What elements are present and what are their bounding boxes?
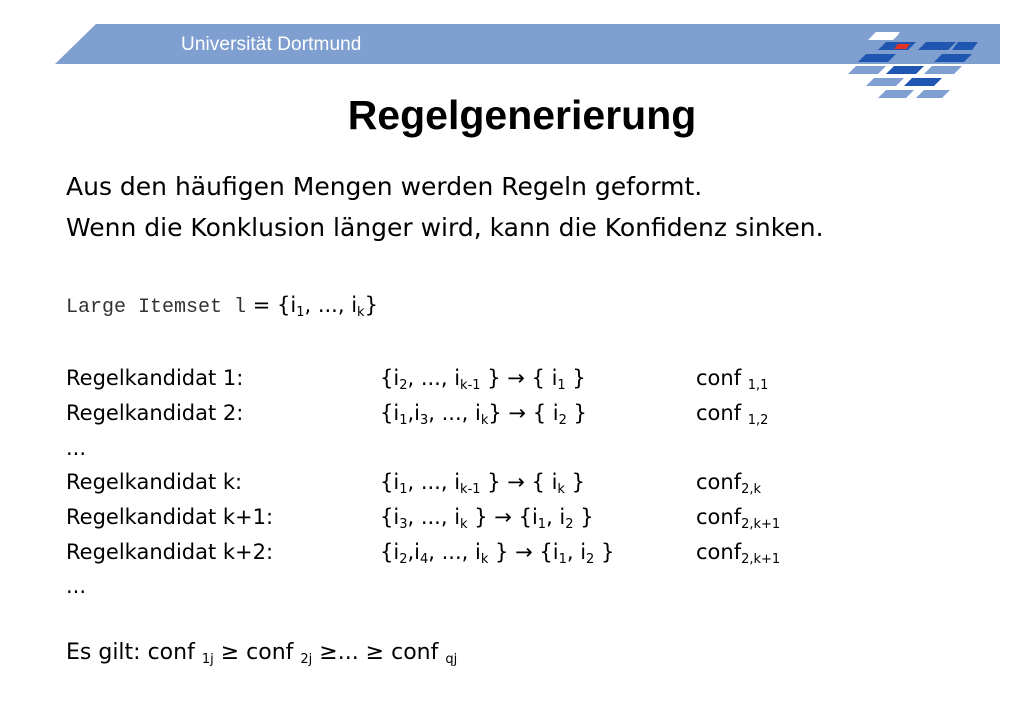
rule-implication xyxy=(380,505,594,532)
rule-premise: {$i_1$, ..., $i_{k-1}$ } xyxy=(380,470,501,497)
slide-title: Regelgenerierung xyxy=(347,92,697,138)
summary-sub-3: qj xyxy=(445,652,458,667)
itemset-set-prefix: {i xyxy=(276,293,297,317)
implication-arrow-icon: → xyxy=(500,366,532,390)
rule-confidence xyxy=(696,540,781,567)
summary-prefix: Es gilt: conf xyxy=(66,640,202,665)
rule-premise: {$i_2$, ..., $i_{k-1}$ } xyxy=(380,366,501,393)
itemset-code-label: Large Itemset l xyxy=(66,296,247,319)
itemset-set-suffix: } xyxy=(364,293,378,317)
intro-line-1: Aus den häufigen Mengen werden Regeln geformt. xyxy=(66,172,703,201)
rule-confidence xyxy=(696,366,769,393)
implication-arrow-icon: → xyxy=(487,505,519,529)
conf-label: conf xyxy=(696,505,742,529)
rule-label: Regelkandidat k+1: xyxy=(66,505,274,529)
conf-subscript: 1,2 xyxy=(747,413,769,428)
conf-label: conf xyxy=(696,366,748,390)
ellipsis-1: ... xyxy=(66,436,87,460)
itemset-set-mid: , ..., i xyxy=(304,293,358,317)
rule-implication xyxy=(380,366,586,393)
university-name: Universität Dortmund xyxy=(181,34,362,55)
rule-premise: {$i_3$, ..., $i_k$ } xyxy=(380,505,488,532)
implication-arrow-icon: → xyxy=(500,470,532,494)
rule-conclusion: { $i_1$ } xyxy=(531,366,586,393)
rule-confidence xyxy=(696,401,769,428)
rule-confidence xyxy=(696,470,762,497)
conf-label: conf xyxy=(696,540,742,564)
rule-conclusion: {$i_1$, $i_2$ } xyxy=(539,540,615,567)
intro-line-2: Wenn die Konklusion länger wird, kann die Konfidenz sinken. xyxy=(66,213,824,242)
large-itemset-definition xyxy=(66,293,378,319)
conf-label: conf xyxy=(696,470,742,494)
ellipsis-2: ... xyxy=(66,574,87,598)
implication-arrow-icon: → xyxy=(501,401,533,425)
implication-arrow-icon: → xyxy=(508,540,540,564)
itemset-sub-k: k xyxy=(357,305,365,320)
rule-conclusion: {$i_1$, $i_2$ } xyxy=(518,505,594,532)
itemset-equals: = xyxy=(246,293,277,317)
rule-label: Regelkandidat 1: xyxy=(66,366,244,390)
rule-implication xyxy=(380,540,615,567)
conf-label: conf xyxy=(696,401,748,425)
itemset-sub-1: 1 xyxy=(296,305,305,320)
rule-implication xyxy=(380,470,585,497)
rule-implication xyxy=(380,401,587,428)
summary-sub-1: 1j xyxy=(201,652,214,667)
confidence-summary xyxy=(66,640,457,665)
summary-sub-2: 2j xyxy=(300,652,313,667)
summary-mid-2: ≥... ≥ conf xyxy=(312,640,446,665)
rule-label: Regelkandidat 2: xyxy=(66,401,244,425)
rule-conclusion: { $i_k$ } xyxy=(531,470,585,497)
conf-subscript: 1,1 xyxy=(747,378,769,393)
conf-subscript: 2,k xyxy=(741,482,762,497)
rule-premise: {$i_2,i_4$, ..., $i_k$ } xyxy=(380,540,509,567)
summary-mid-1: ≥ conf xyxy=(213,640,301,665)
rule-label: Regelkandidat k+2: xyxy=(66,540,274,564)
conf-subscript: 2,k+1 xyxy=(741,552,781,567)
rule-conclusion: { $i_2$ } xyxy=(532,401,587,428)
conf-subscript: 2,k+1 xyxy=(741,517,781,532)
rule-premise: {$i_1,i_3$, ..., $i_k$} xyxy=(380,401,502,428)
rule-label: Regelkandidat k: xyxy=(66,470,243,494)
rule-confidence xyxy=(696,505,781,532)
